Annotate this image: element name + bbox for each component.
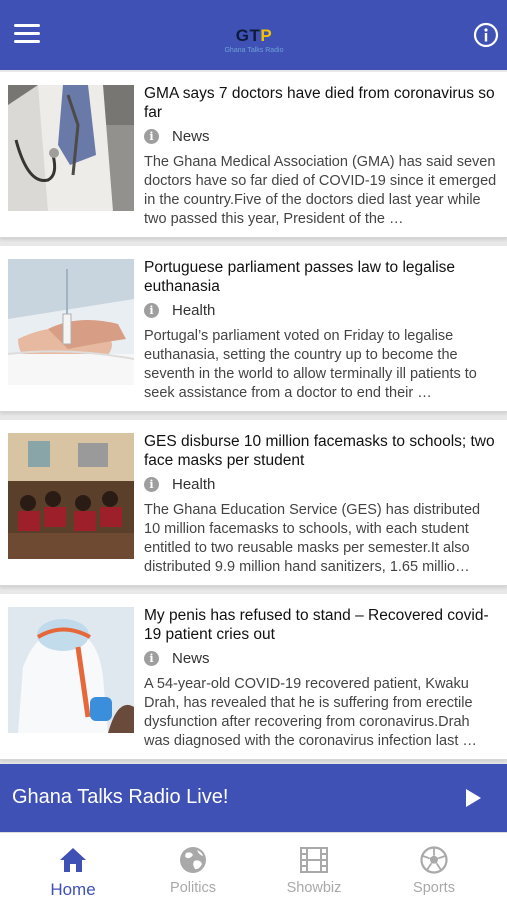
news-feed [0, 72, 507, 764]
category-label: News [172, 127, 210, 145]
info-category-icon: i [144, 129, 159, 144]
hamburger-menu-icon[interactable] [14, 24, 40, 46]
app-logo [214, 12, 294, 60]
category-label: Health [172, 475, 216, 493]
article-summary: A 54-year-old COVID-19 recovered patient, Kwaku Drah, has revealed that he is suffering from erectile dysfunction after recovering from coronavirus.Drah was diagnosed with the coronavirus infection last … [144, 676, 477, 749]
doctor-stethoscope-photo [8, 85, 134, 211]
film-icon [299, 845, 329, 875]
article-title: My penis has refused to stand – Recovered covid-19 patient cries out [144, 607, 489, 643]
tab-label: Politics [170, 880, 216, 896]
classroom-students-masks-photo [8, 433, 134, 559]
info-circle-icon[interactable] [473, 22, 499, 48]
article-category [144, 127, 498, 145]
app-header [0, 0, 507, 70]
news-card[interactable] [0, 72, 507, 238]
tab-label: Sports [413, 880, 455, 896]
article-summary: The Ghana Education Service (GES) has distributed 10 million facemasks to schools, with each student entitled to two reusable masks per semester.It also distributed 9.9 million hand sanitizers, 1.65 millio… [144, 502, 481, 575]
category-label: News [172, 649, 210, 667]
news-card[interactable] [0, 594, 507, 760]
article-title: Portuguese parliament passes law to legalise euthanasia [144, 259, 456, 295]
category-label: Health [172, 301, 216, 319]
article-category [144, 301, 498, 319]
play-icon[interactable] [466, 789, 481, 807]
tab-home[interactable] [13, 833, 133, 900]
news-card[interactable] [0, 246, 507, 412]
article-title: GES disburse 10 million facemasks to schools; two face masks per student [144, 433, 495, 469]
health-worker-ppe-photo [8, 607, 134, 733]
player-title: Ghana Talks Radio Live! [12, 786, 229, 808]
info-category-icon: i [144, 651, 159, 666]
soccer-ball-icon [419, 845, 449, 875]
tab-label: Showbiz [286, 880, 342, 896]
tab-showbiz[interactable] [254, 833, 374, 900]
tab-politics[interactable] [133, 833, 253, 900]
article-category [144, 649, 498, 667]
article-summary: Portugal’s parliament voted on Friday to legalise euthanasia, setting the country up to become the seventh in the world to allow terminally ill patients to seek assistance from a doctor to end their … [144, 328, 477, 401]
logo-mark: GTP [235, 26, 273, 45]
home-icon [58, 845, 88, 875]
globe-icon [178, 845, 208, 875]
logo-tagline: Ghana Talks Radio [224, 47, 284, 54]
info-category-icon: i [144, 303, 159, 318]
article-title: GMA says 7 doctors have died from coronavirus so far [144, 85, 495, 121]
tab-label: Home [50, 880, 96, 899]
bottom-tab-bar [0, 832, 507, 900]
article-summary: The Ghana Medical Association (GMA) has said seven doctors have so far died of COVID-19 since it emerged in the country.Five of the doctors died last year while two passed this year, President of the … [144, 154, 497, 227]
live-radio-player[interactable] [0, 764, 507, 832]
article-category [144, 475, 498, 493]
info-category-icon: i [144, 477, 159, 492]
news-card[interactable] [0, 420, 507, 586]
tab-sports[interactable] [374, 833, 494, 900]
hospital-patient-hands-photo [8, 259, 134, 385]
